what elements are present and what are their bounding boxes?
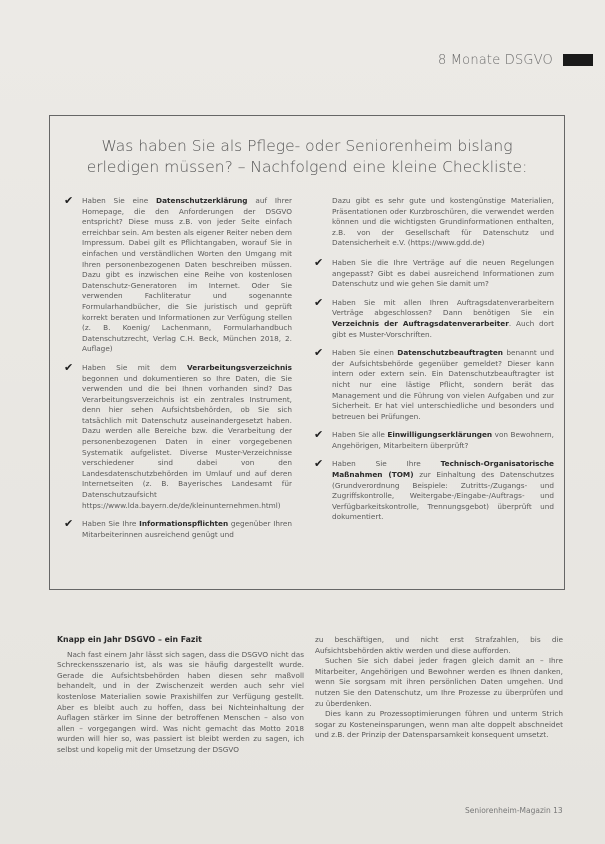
item-text: auf Ihrer Homepage, die den Anforderungen der DSGVO entspricht? Diese muss z.B. von jeder Seite einfach erreichbar sein. Am besten als eigener Reiter neben dem Impressum. Dabei gilt es Pflichtangaben, worauf Sie in einfachen und verständlichen Worten den Umgang mit Ihren personenbezogenen Daten beschreiben müssen. Dazu gibt es inzwischen eine Reihe von kostenlosen Datenschutz-Generatoren im Internet. Oder Sie verwenden Fachliteratur und sogenannte Formularhandbücher, die Sie juristisch und geprüft korrekt beraten und Informationen zur Verfügung stellen (z. B. Koenig/ Lachenmann, Formularhandbuch Datenschutzrecht, Verlag C.H. Beck, München 2018, 2. Auflage) xyxy=(82,196,292,354)
item-text: Haben Sie mit dem xyxy=(82,362,187,372)
item-text: gegenüber Ihren Mitarbeiterinnen ausreichend genügt und xyxy=(82,519,292,539)
checkmark-icon: ✔ xyxy=(314,457,324,471)
article-left-column xyxy=(57,635,304,756)
item-keyword: Datenschutzbeauftragten xyxy=(397,348,504,358)
item-text: . Auch dort gibt es Muster-Vorschriften. xyxy=(332,318,555,339)
item-keyword: Informationspflichten xyxy=(139,519,229,529)
checklist-item xyxy=(314,430,554,451)
item-text: Haben Sie eine xyxy=(82,196,157,205)
item-keyword: Verzeichnis der Auftragsdatenverarbeiter xyxy=(332,318,509,328)
item-text: Haben Sie einen xyxy=(332,348,398,358)
checkmark-icon: ✔ xyxy=(314,255,324,269)
item-text: begonnen und dokumentieren so Ihre Daten, die Sie verwenden und die bei Ihnen vorhanden sind? Das Verarbeitungsverzeichnis ist ein zentrales Instrument, denn hier sehen Aufsichtsbehörden, ob Sie sich tatsächlich mit Datenschutz auseinandergesetzt haben. Dazu werden alle Bereiche bzw. die Verarbeitung der personenbezogenen Daten in einer vorgegebenen Systematik aufgelistet. Diverse Muster-Verzeichnisse verschiedener sind dabei von den Landesdatenschutzbehörden im Umlauf und auf deren Internetseiten (z. B. Bayerisches Landesamt für Datenschutzaufsicht https://www.lda.bayern.de/de/kleinunternehmen.html) xyxy=(82,373,292,510)
checklist-item xyxy=(64,519,292,540)
item-keyword: Verarbeitungsverzeichnis xyxy=(187,362,292,372)
checklist-heading xyxy=(50,136,564,178)
item-text: zur Einhaltung des Datenschutzes (Grundverordnung Beispiele: Zutritts-/Zugangs- und Zugriffskontrolle, Weitergabe-/Eingabe-/Auftrags- und Verfügbarkeitskontrolle, Trennungsgebot) überprüft und dokumentiert. xyxy=(332,470,554,522)
item-text: von Bewohnern, Angehörigen, Mitarbeitern überprüft? xyxy=(332,430,555,450)
checkmark-icon: ✔ xyxy=(64,194,74,207)
item-keyword: Datenschutzerklärung xyxy=(156,196,248,205)
checklist-heading-line1: Was haben Sie als Pflege- oder Seniorenheim bislang xyxy=(101,137,513,155)
item-text: Haben Sie die Ihre Verträge auf die neuen Regelungen angepasst? Gibt es dabei ausreichend Informationen zum Datenschutz und wie gehen Sie damit um? xyxy=(332,257,554,289)
checkmark-icon: ✔ xyxy=(314,428,324,442)
item-text: Haben Sie mit allen Ihren Auftragsdatenverarbeitern Verträge abgeschlossen? Dann benötigen Sie ein xyxy=(332,297,554,318)
item-text: Haben Sie alle xyxy=(332,430,388,440)
article-right-column xyxy=(315,635,563,741)
checklist-left-column xyxy=(64,196,292,548)
checklist-item xyxy=(314,348,554,422)
header-black-bar xyxy=(563,54,593,66)
checklist-right-column xyxy=(314,196,554,531)
item-keyword: Technisch-Organisatorische Maßnahmen (TOM) xyxy=(332,459,554,480)
checklist-item xyxy=(64,360,292,511)
checkmark-icon: ✔ xyxy=(314,295,324,309)
article-paragraph: Suchen Sie sich dabei jeder fragen gleich damit an – Ihre Mitarbeiter, Angehörigen und Bewohner werden es Ihnen danken, wenn Sie sorgsam mit ihren persönlichen Daten umgehen. Und nutzen Sie den Datenschutz, um Ihre Prozesse zu überprüfen und zu überdenken. xyxy=(315,656,563,708)
checklist-box xyxy=(49,115,565,590)
article-heading: Knapp ein Jahr DSGVO – ein Fazit xyxy=(57,635,202,644)
checklist-item xyxy=(314,459,554,523)
page-header xyxy=(438,51,593,69)
item-text: Haben Sie Ihre xyxy=(332,459,441,469)
item-text: Haben Sie Ihre xyxy=(82,519,140,529)
article-paragraph: Nach fast einem Jahr lässt sich sagen, dass die DSGVO nicht das Schreckensszenario ist, als was sie häufig dargestellt wurde. Gerade die Aufsichtsbehörden haben diesen sehr maßvoll behandelt, und in der Zwischenzeit werden auch sehr viel kostenlose Materialien sowie Praxishilfen zur Verfügung gestellt. Aber es bleibt auch zu hoffen, dass bei Nichteinhaltung der Auflagen stärker im Sinne der betroffenen Menschen – also von allen – vorgegangen wird. Was nicht gemacht das Motto 2018 wurden will hier so, was passiert ist bleibt werden zu sagen, ich selbst und kopelig mit der Umsetzung der DSGVO xyxy=(57,649,304,754)
checkmark-icon: ✔ xyxy=(64,360,74,374)
page-footer: Seniorenheim-Magazin 13 xyxy=(465,806,563,815)
item-text: benannt und der Aufsichtsbehörde gegenüber gemeldet? Dieser kann intern oder extern sein. Ein Datenschutzbeauftragter ist nicht nur eine lästige Pflicht, sondern berät das Management und die Führung von vielen Aufgaben und zur Sicherheit. Er hat viel unterschiedliche und besonders und betreuen bei Prüfungen. xyxy=(332,348,554,421)
checklist-heading-line2: erledigen müssen? – Nachfolgend eine kleine Checkliste: xyxy=(86,158,528,176)
checklist-item xyxy=(314,295,555,340)
article-paragraph: zu beschäftigen, und nicht erst Strafzahlen, bis die Aufsichtsbehörden aktiv werden und diese aufforden. xyxy=(315,635,563,655)
checkmark-icon: ✔ xyxy=(64,517,74,531)
article-paragraph: Dies kann zu Prozessoptimierungen führen und unterm Strich sogar zu Kosteneinsparungen, wenn man alte doppelt abschneidet und z.B. der Prinzip der Datensparsamkeit konsequent umsetzt. xyxy=(315,709,563,740)
checklist-continuation: Dazu gibt es sehr gute und kostengünstige Materialien, Präsentationen oder Kurzbroschüren, die verwendet werden können und die wichtigsten Grundinformationen enthalten, z.B. von der Gesellschaft für Datenschutz und Datensicherheit e.V. (https://www.gdd.de) xyxy=(332,196,554,248)
checklist-item xyxy=(64,196,292,355)
item-keyword: Einwilligungserklärungen xyxy=(387,430,493,440)
header-title: 8 Monate DSGVO xyxy=(437,52,553,68)
checkmark-icon: ✔ xyxy=(314,346,324,360)
checklist-item xyxy=(314,255,554,290)
